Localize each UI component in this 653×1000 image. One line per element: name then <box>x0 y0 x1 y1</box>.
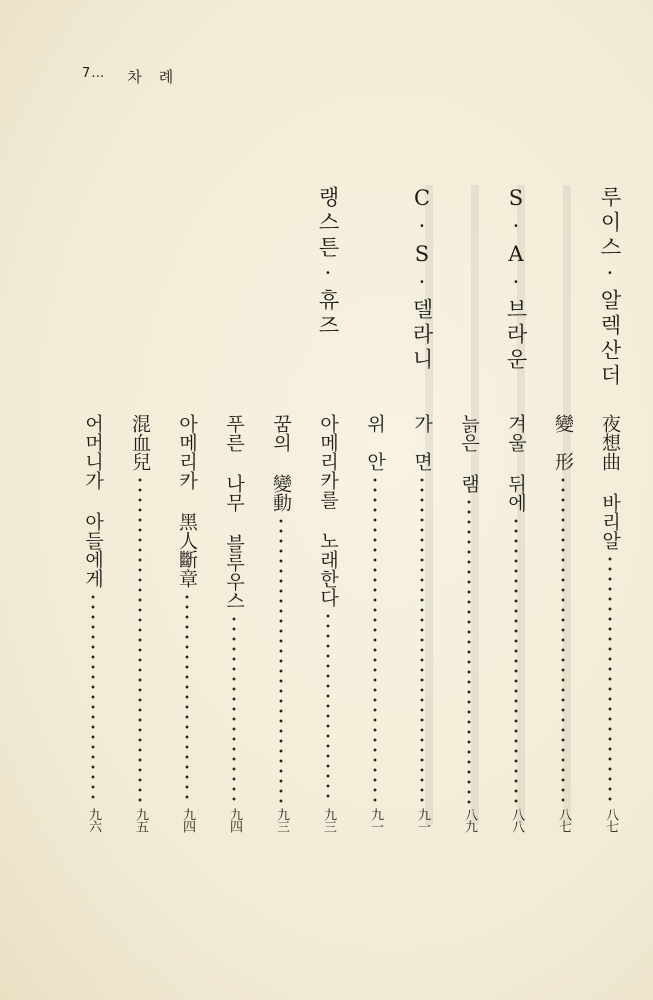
entry-title: 變 形 <box>552 414 574 471</box>
entry-page: 八九 <box>462 808 477 832</box>
author-name: C·S·델라니 <box>410 186 434 373</box>
entry-title: 아메리카 黑人斷章 <box>176 414 198 588</box>
entry-page: 九一 <box>368 808 383 832</box>
leader-dots <box>185 592 189 804</box>
author-column <box>311 186 345 386</box>
entry-title: 늙은 램 <box>458 414 480 493</box>
page-number: 7… <box>82 66 106 81</box>
author-name: 루이스·알렉산더 <box>598 186 622 389</box>
entry-page: 九三 <box>274 808 289 832</box>
entry-title: 푸른 나무 블루우스 <box>223 414 245 610</box>
toc-entry <box>546 414 580 832</box>
leader-dots <box>608 554 612 804</box>
toc-entry <box>593 414 627 832</box>
leader-dots <box>420 475 424 804</box>
entry-page: 九四 <box>180 808 195 832</box>
entry-page: 九四 <box>227 808 242 832</box>
entry-title: 꿈의 變動 <box>270 414 292 512</box>
entry-title: 위 안 <box>364 414 386 471</box>
toc-entry <box>499 414 533 832</box>
entry-title: 겨울 뒤에 <box>505 414 527 512</box>
entry-page: 八七 <box>556 808 571 832</box>
toc-entry <box>311 414 345 832</box>
entry-page: 八八 <box>509 808 524 832</box>
entry-page: 八七 <box>603 808 618 832</box>
toc-entry <box>217 414 251 832</box>
page-header <box>82 66 174 87</box>
leader-dots <box>467 497 471 804</box>
entry-title: 混血兒 <box>129 414 151 471</box>
entry-title: 어머니가 아들에게 <box>82 414 104 588</box>
toc-entry <box>358 414 392 832</box>
toc-entry <box>405 414 439 832</box>
leader-dots <box>232 614 236 804</box>
author-column <box>405 186 439 386</box>
entry-title: 아메리카를 노래한다 <box>317 414 339 607</box>
entry-title: 夜想曲 바리알 <box>599 414 621 550</box>
leader-dots <box>326 611 330 804</box>
leader-dots <box>91 592 95 804</box>
entry-page: 九一 <box>415 808 430 832</box>
entry-title: 가 면 <box>411 414 433 471</box>
toc-entry <box>452 414 486 832</box>
leader-dots <box>373 475 377 804</box>
author-name: S·A·브라운 <box>504 186 528 373</box>
leader-dots <box>138 475 142 804</box>
author-name: 랭스튼·휴즈 <box>316 186 340 339</box>
page-title: 차 례 <box>127 68 175 86</box>
toc-entry <box>123 414 157 832</box>
leader-dots <box>561 475 565 804</box>
toc-entry <box>170 414 204 832</box>
leader-dots <box>279 516 283 804</box>
leader-dots <box>514 516 518 804</box>
toc-entry <box>264 414 298 832</box>
author-column <box>499 186 533 386</box>
entry-page: 九三 <box>321 808 336 832</box>
entry-page: 九五 <box>133 808 148 832</box>
toc-entry <box>76 414 110 832</box>
entry-page: 九六 <box>86 808 101 832</box>
author-column <box>593 186 627 389</box>
